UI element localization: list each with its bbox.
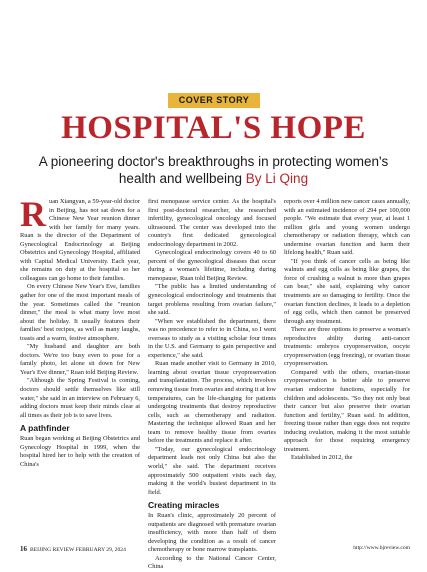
footer-left [20,545,126,553]
paragraph: "Although the Spring Festival is coming, doctors should settle themselves like still water," she said in an interview on February 6, adding doctors must keep their minds clear at all times as their job is to save lives. [20,377,140,419]
paragraph: "If you think of cancer cells as being like walnuts and egg cells as being like grapes, the force of crushing a walnut is more than grapes can bear," she said, explaining why cancer treatments are so damaging to fertility. Once the ovarian function declines, it leads to a depletion of egg cells, which then cannot be preserved through any treatment. [284,257,410,325]
paragraph: In Ruan's clinic, approximately 20 percent of outpatients are diagnosed with premature ovarian insufficiency, with more than half of them developing the condition as a result of cancer chemotherapy or bone marrow transplants. [148,512,276,554]
section-tag: COVER STORY [168,93,260,108]
paragraph: There are three options to preserve a woman's reproductive ability during anti-cancer treatments: embryos cryopreservation, oocyte cryopreservation (egg freezing), or ovarian tissue cryopreservation. [284,326,410,368]
drop-cap: R [20,194,46,234]
page-number: 16 [20,545,27,553]
paragraph-text: uan Xiangyan, a 59-year-old doctor in Beijing, has not sat down for a Chinese New Year reunion dinner with her family for many years. Ruan is the director of the Department of Gynecological Endocrinology at Beijing Obstetrics and Gynecology Hospital, affiliated with Capital Medical University. Each year, she remains on duty at the hospital so her colleagues can go home to their families. [20,198,140,282]
paragraph [20,194,140,283]
paragraph: Established in 2012, the [291,454,353,462]
publication-line: BEIJING REVIEW FEBRUARY 29, 2024 [30,547,126,553]
paragraph: Ruan made another visit to Germany in 2010, learning about ovarian tissue cryopreservation and transplantation. The process, which involves removing tissue from ovaries and storing it at low temperatures, can be life-changing for patients undergoing treatments that destroy reproductive cells, such as chemotherapy and radiation. Mastering the technique allowed Ruan and her team to remove healthy tissue from ovaries before the treatments and replace it after. [148,360,276,445]
paragraph: "When we established the department, there was no precedence to refer to in China, so I went overseas to study as a visiting scholar four times in the U.S. and Germany to gain perspective and experience," she said. [148,317,276,359]
paragraph: reports over 4 million new cancer cases annually, with an estimated incidence of 294 per 100,000 people. "We estimate that every year, at least 1 million girls and young women undergo chemotherapy or radiation therapy, which can undermine ovarian function and harm their lifelong health," Ruan said. [284,198,410,257]
paragraph: According to the National Cancer Center, China [148,554,276,571]
paragraph: first menopause service center. As the hospital's first post-doctoral researcher, she researched infertility, gynecological oncology and focused ultrasound. The center was developed into the country's first dedicated gynecological endocrinology department in 2002. [148,198,276,248]
column-2 [148,198,276,572]
paragraph: Gynecological endocrinology covers 40 to 60 percent of the gynecological diseases that occur during a woman's lifetime, including during menopause, Ruan told Beijing Review. [148,249,276,282]
paragraph: Ruan began working at Beijing Obstetrics and Gynecology Hospital in 1999, when the hospital hired her to help with the creation of China's [20,435,140,468]
footer-website: http://www.bjreview.com [353,545,410,551]
paragraph: "The public has a limited understanding of gynecological endocrinology and treatments that target problems resulting from ovarian failure," she said. [148,283,276,317]
headline: HOSPITAL'S HOPE [61,110,366,146]
deck [20,153,407,187]
paragraph: "Today, our gynecological endocrinology department leads not only China but also the world," she said. The department receives approximately 500 outpatient visits each day, making it the world's busiest department in its field. [148,445,276,496]
paragraph: Compared with the others, ovarian-tissue cryopreservation is better able to preserve ovarian endocrine functions, especially for children and adolescents. "So they not only beat their cancer but also preserve their ovarian function and fertility," Ruan said. In addition, freezing tissue rather than eggs does not require inducing ovulation, making it the most suitable approach for those requiring emergency treatment. [284,368,410,453]
subhead: Creating miracles [148,500,220,511]
column-1 [20,194,140,469]
byline: By Li Qing [245,171,309,186]
subhead: A pathfinder [20,423,70,434]
paragraph: "My husband and daughter are both doctors. We're too busy even to pose for a family photo, let alone sit down for New Year's Eve dinner," Ruan told Beijing Review. [20,343,140,376]
paragraph: On every Chinese New Year's Eve, families gather for one of the most important meals of the year. Sometimes called the "reunion dinner," the meal is what many love most about the holiday. It usually features their families' best recipes, as well as many laughs, toasts and a warm, festive atmosphere. [20,283,140,342]
deck-text: A pioneering doctor's breakthroughs in protecting women's health and wellbeing [38,154,389,186]
column-3 [284,198,410,463]
